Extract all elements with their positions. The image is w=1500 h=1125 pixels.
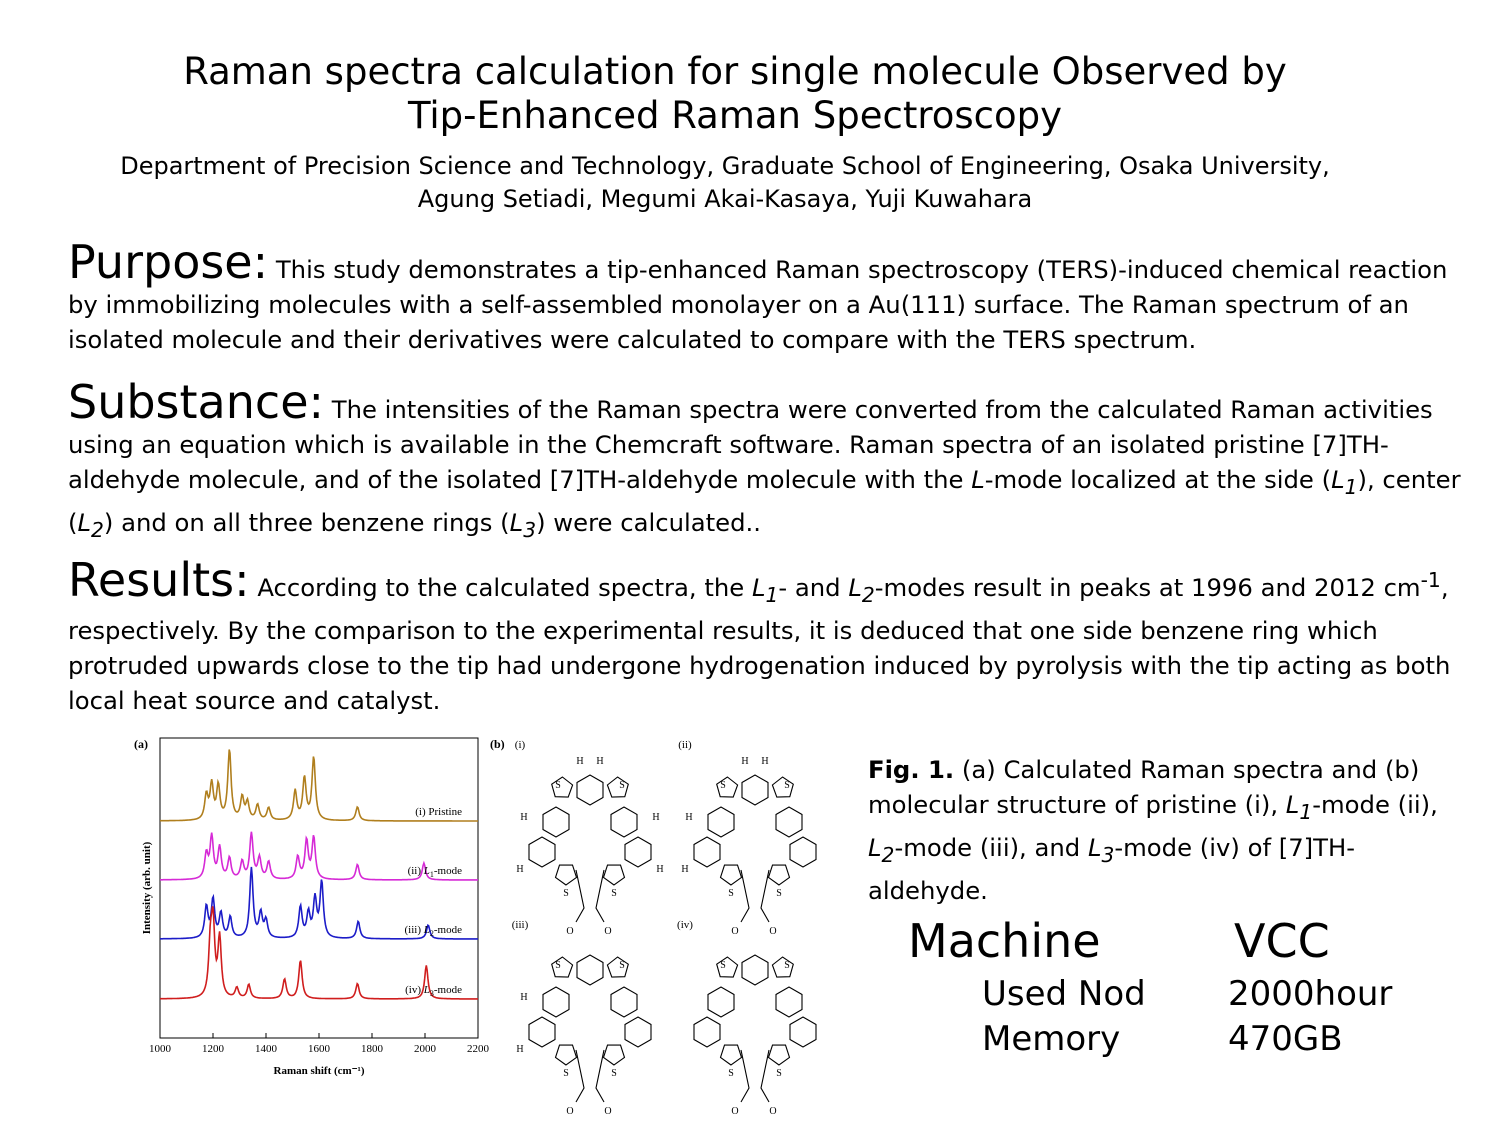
figure-svg [120, 730, 840, 1117]
panel-a-label: (a) [134, 737, 148, 751]
machine-heading: Machine [908, 914, 1101, 968]
aldehyde-bond [576, 870, 584, 922]
superscript-minus-1: -1 [1420, 568, 1441, 592]
series-label-2: (ii) $L_1$-mode [407, 865, 462, 879]
sulfur-atom: S [784, 780, 790, 791]
aldehyde-bond [761, 1050, 769, 1102]
used-nod-label: Used Nod [982, 974, 1146, 1014]
machine-value: VCC [1234, 914, 1330, 968]
results-text-4: , respectively. By the comparison to the experimental results, it is deduced that one side benzene ring which protruded upwards close to the tip had undergone hydrogenation induced by pyrolysis with the tip acting as both local heat source and catalyst. [68, 573, 1451, 715]
substance-section [68, 375, 1473, 548]
results-text-1: According to the calculated spectra, the [257, 573, 752, 603]
substance-text-4: ) and on all three benzene rings ( [103, 507, 510, 537]
oxygen-atom: O [731, 1106, 739, 1117]
hydrogen-atom: H [516, 864, 524, 875]
series-label-1: (i) Pristine [415, 806, 462, 818]
caption-label: Fig. 1. [868, 755, 955, 784]
substance-text-5: ) were calculated.. [536, 507, 761, 537]
thiophene-ring [607, 957, 628, 977]
thiophene-ring [772, 957, 793, 977]
thiophene-ring [769, 865, 790, 885]
hydrogen-atom: H [516, 1044, 524, 1055]
subscript-3: 3 [523, 517, 537, 542]
hydrogen-atom: H [520, 812, 528, 823]
sulfur-atom: S [720, 780, 726, 791]
benzene-ring [543, 807, 569, 837]
series-label-4: (iv) $L_3$-mode [405, 984, 462, 998]
aldehyde-bond [596, 870, 604, 922]
y-axis-label: Intensity (arb. unit) [141, 841, 153, 935]
subscript-2: 2 [881, 842, 895, 867]
benzene-ring [694, 837, 720, 867]
poster-title [100, 50, 1370, 137]
sulfur-atom: S [784, 960, 790, 971]
benzene-ring [543, 987, 569, 1017]
x-tick-label: 1600 [308, 1043, 330, 1055]
oxygen-atom: O [566, 1106, 574, 1117]
substance-text-3: ), center ( [68, 465, 1461, 537]
benzene-ring [611, 987, 637, 1017]
l-symbol: L [1087, 832, 1102, 862]
oxygen-atom: O [769, 1106, 777, 1117]
l-symbol: L [1285, 790, 1300, 819]
sulfur-atom: S [563, 888, 569, 899]
substance-text-1: The intensities of the Raman spectra were converted from the calculated Raman activities using an equation which is available in the Chemcraft software. Raman spectra of an isolated pristine [7]TH-aldehyde molecule, and of the isolated [7]TH-aldehyde molecule with the [68, 395, 1433, 494]
results-section [68, 553, 1473, 718]
hydrogen-atom: H [681, 864, 689, 875]
sulfur-atom: S [611, 888, 617, 899]
spectrum-line-4 [160, 906, 478, 999]
sulfur-atom: S [563, 1068, 569, 1079]
subscript-1: 1 [1344, 474, 1358, 499]
l-symbol: L [848, 573, 862, 603]
authors: Agung Setiadi, Megumi Akai-Kasaya, Yuji Kuwahara [417, 184, 1033, 213]
benzene-ring [776, 987, 802, 1017]
thiophene-ring [607, 777, 628, 797]
thiophene-ring [721, 865, 742, 885]
l-symbol: L [1331, 465, 1345, 494]
benzene-ring [776, 807, 802, 837]
subscript-2: 2 [91, 517, 104, 542]
memory-value: 470GB [1228, 1019, 1343, 1059]
raman-spectra-chart [141, 738, 490, 1077]
x-tick-label: 1000 [149, 1043, 171, 1055]
benzene-ring [625, 837, 651, 867]
aldehyde-bond [761, 870, 769, 922]
sulfur-atom: S [776, 888, 782, 899]
sulfur-atom: S [728, 1068, 734, 1079]
sulfur-atom: S [555, 960, 561, 971]
subscript-1: 1 [765, 582, 779, 607]
aldehyde-bond [741, 1050, 749, 1102]
subscript-2: 2 [861, 582, 875, 607]
memory-label: Memory [982, 1019, 1121, 1059]
sulfur-atom: S [555, 780, 561, 791]
structure-label: (iii) [511, 919, 529, 931]
structure-label: (i) [514, 739, 526, 751]
l-symbol: L [751, 573, 766, 603]
l-symbol: L [971, 465, 985, 494]
structure-3 [512, 919, 651, 1117]
benzene-ring [694, 1017, 720, 1047]
benzene-ring [742, 775, 768, 805]
benzene-ring [742, 955, 768, 985]
series-label-3: (iii) $L_2$-mode [404, 924, 462, 938]
x-tick-label: 1400 [255, 1043, 277, 1055]
thiophene-ring [556, 1045, 577, 1065]
structure-label: (ii) [678, 739, 692, 751]
benzene-ring [708, 807, 734, 837]
thiophene-ring [769, 1045, 790, 1065]
affiliation: Department of Precision Science and Technology, Graduate School of Engineering, Osaka University, [120, 152, 1330, 180]
aldehyde-bond [576, 1050, 584, 1102]
purpose-section [68, 235, 1473, 357]
results-text-3: -modes result in peaks at 1996 and 2012 cm [874, 573, 1421, 603]
hydrogen-atom: H [741, 756, 749, 767]
benzene-ring [529, 1017, 555, 1047]
substance-heading: Substance: [68, 375, 324, 429]
figure-caption [868, 752, 1468, 908]
results-heading: Results: [68, 553, 250, 608]
affiliation-block [40, 150, 1410, 215]
caption-text-4: -mode (iv) of [7]TH-aldehyde. [868, 832, 1356, 905]
oxygen-atom: O [604, 926, 612, 937]
caption-text-3: -mode (iii), and [894, 832, 1088, 862]
sulfur-atom: S [611, 1068, 617, 1079]
caption-text-2: -mode (ii), [1312, 790, 1438, 819]
oxygen-atom: O [769, 926, 777, 937]
benzene-ring [790, 837, 816, 867]
hydrogen-atom: H [520, 992, 528, 1003]
results-text-2: - and [778, 573, 849, 603]
sulfur-atom: S [619, 960, 625, 971]
structure-1 [515, 739, 664, 937]
hydrogen-atom: H [576, 756, 584, 767]
hydrogen-atom: H [685, 812, 693, 823]
structure-2 [678, 739, 816, 937]
hydrogen-atom: H [596, 756, 604, 767]
benzene-ring [529, 837, 555, 867]
benzene-ring [790, 1017, 816, 1047]
structure-4 [677, 919, 816, 1117]
aldehyde-bond [596, 1050, 604, 1102]
purpose-text: This study demonstrates a tip-enhanced Raman spectroscopy (TERS)-induced chemical reaction by immobilizing molecules with a self-assembled monolayer on a Au(111) surface. The Raman spectrum of an isolated molecule and their derivatives were calculated to compare with the TERS spectrum. [68, 255, 1448, 354]
benzene-ring [577, 955, 603, 985]
aldehyde-bond [741, 870, 749, 922]
benzene-ring [611, 807, 637, 837]
sulfur-atom: S [720, 960, 726, 971]
sulfur-atom: S [728, 888, 734, 899]
hydrogen-atom: H [761, 756, 769, 767]
x-tick-label: 2200 [467, 1043, 489, 1055]
figure-1 [120, 730, 840, 1117]
thiophene-ring [772, 777, 793, 797]
subscript-3: 3 [1101, 842, 1115, 867]
benzene-ring [577, 775, 603, 805]
thiophene-ring [604, 865, 625, 885]
molecular-structures [512, 739, 816, 1117]
sulfur-atom: S [776, 1068, 782, 1079]
thiophene-ring [556, 865, 577, 885]
x-axis-label: Raman shift (cm⁻¹) [273, 1065, 365, 1077]
oxygen-atom: O [731, 926, 739, 937]
used-nod-value: 2000hour [1228, 974, 1393, 1014]
l-symbol: L [509, 507, 524, 537]
x-tick-label: 1200 [202, 1043, 224, 1055]
caption-text-1: (a) Calculated Raman spectra and (b) molecular structure of pristine (i), [868, 755, 1420, 819]
hydrogen-atom: H [652, 812, 660, 823]
purpose-heading: Purpose: [68, 235, 269, 289]
thiophene-ring [604, 1045, 625, 1065]
l-symbol: L [868, 832, 882, 862]
panel-b-label: (b) [490, 737, 505, 751]
sulfur-atom: S [619, 780, 625, 791]
hydrogen-atom: H [656, 864, 664, 875]
l-symbol: L [77, 507, 92, 537]
subscript-1: 1 [1299, 799, 1313, 824]
benzene-ring [625, 1017, 651, 1047]
x-tick-label: 1800 [361, 1043, 383, 1055]
structure-label: (iv) [677, 919, 693, 931]
oxygen-atom: O [566, 926, 574, 937]
benzene-ring [708, 987, 734, 1017]
title-line-1: Raman spectra calculation for single molecule Observed by [183, 50, 1287, 93]
title-line-2: Tip-Enhanced Raman Spectroscopy [407, 93, 1063, 137]
x-tick-label: 2000 [414, 1043, 436, 1055]
thiophene-ring [721, 1045, 742, 1065]
oxygen-atom: O [604, 1106, 612, 1117]
substance-text-2: -mode localized at the side ( [984, 465, 1332, 494]
